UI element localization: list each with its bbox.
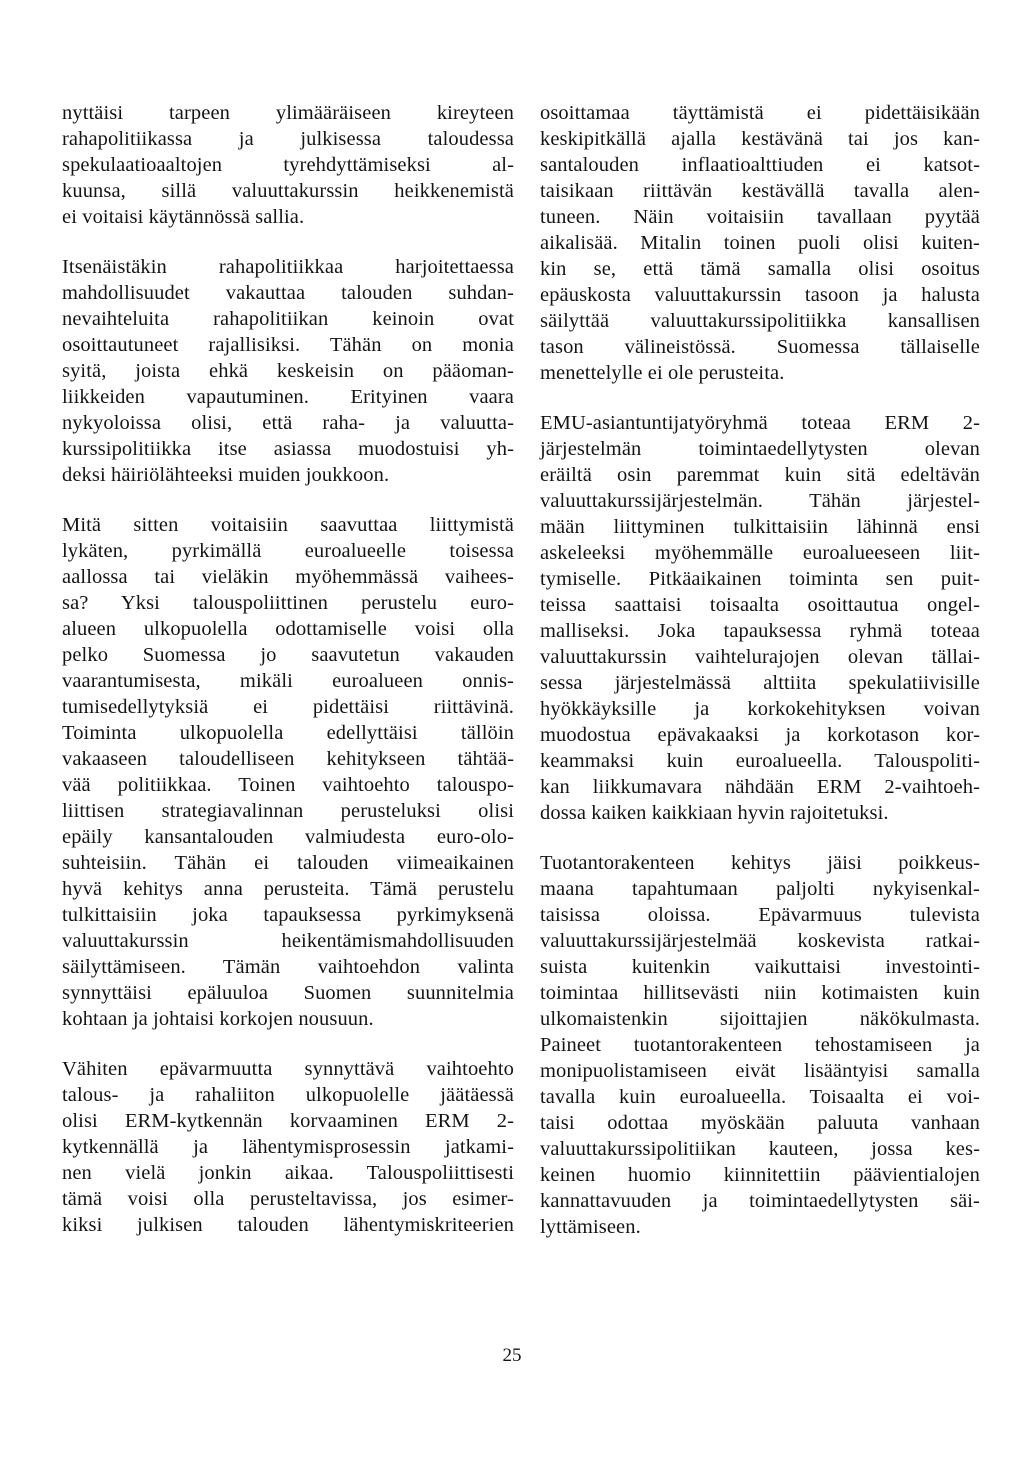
left-text-column bbox=[62, 100, 514, 1238]
text-line: tavalla kuin euroalueella. Toisaalta ei voi- bbox=[540, 1086, 980, 1108]
text-line: menettelylle ei ole perusteita. bbox=[540, 362, 785, 384]
text-line: ulkomaistenkin sijoittajien näkökulmasta. bbox=[540, 1008, 980, 1030]
right-text-column bbox=[540, 100, 980, 1240]
text-line: nen vielä jonkin aikaa. Talouspoliittisesti bbox=[62, 1162, 514, 1184]
right-column-paragraph bbox=[540, 100, 980, 386]
text-line: deksi häiriölähteeksi muiden joukkoon. bbox=[62, 464, 390, 486]
text-line: kurssipolitiikka itse asiassa muodostuisi yh- bbox=[62, 438, 514, 460]
text-line: tumisedellytyksiä ei pidettäisi riittävinä. bbox=[62, 696, 514, 718]
text-line: kytkennällä ja lähentymisprosessin jatkami- bbox=[62, 1136, 514, 1158]
text-line: nevaihteluita rahapolitiikan keinoin ovat bbox=[62, 308, 514, 330]
text-line: taisikaan riittävän kestävällä tavalla alen- bbox=[540, 180, 980, 202]
text-line: Itsenäistäkin rahapolitiikkaa harjoitettaessa bbox=[62, 256, 514, 278]
text-line: valuuttakurssijärjestelmän. Tähän järjestel- bbox=[540, 490, 980, 512]
left-column-paragraph bbox=[62, 512, 514, 1032]
text-line: mahdollisuudet vakauttaa talouden suhdan- bbox=[62, 282, 514, 304]
text-line: kannattavuuden ja toimintaedellytysten säi- bbox=[540, 1190, 980, 1212]
text-line: tason välineistössä. Suomessa tällaiselle bbox=[540, 336, 980, 358]
text-line: valuuttakurssin heikentämismahdollisuuden bbox=[62, 930, 514, 952]
text-line: muodostua epävakaaksi ja korkotason kor- bbox=[540, 724, 980, 746]
text-line: vää politiikkaa. Toinen vaihtoehto talouspo- bbox=[62, 774, 514, 796]
text-line: aallossa tai vieläkin myöhemmässä vaihees- bbox=[62, 566, 514, 588]
text-line: lykäten, pyrkimällä euroalueelle toisessa bbox=[62, 540, 514, 562]
text-line: EMU-asiantuntijatyöryhmä toteaa ERM 2- bbox=[540, 412, 980, 434]
text-line: vaarantumisesta, mikäli euroalueen onnis- bbox=[62, 670, 514, 692]
text-line: taisi odottaa myöskään paluuta vanhaan bbox=[540, 1112, 980, 1134]
text-line: tulkittaisiin joka tapauksessa pyrkimyksenä bbox=[62, 904, 514, 926]
text-line: keskipitkällä ajalla kestävänä tai jos kan- bbox=[540, 128, 980, 150]
text-line: mään liittyminen tulkittaisiin lähinnä ensi bbox=[540, 516, 980, 538]
text-line: keinen huomio kiinnitettiin päävientialojen bbox=[540, 1164, 980, 1186]
text-line: toimintaa hillitsevästi niin kotimaisten kuin bbox=[540, 982, 980, 1004]
text-line: ei voitaisi käytännössä sallia. bbox=[62, 206, 305, 228]
right-column-paragraph bbox=[540, 850, 980, 1240]
text-line: santalouden inflaatioalttiuden ei katsot- bbox=[540, 154, 980, 176]
text-line: Tuotantorakenteen kehitys jäisi poikkeus- bbox=[540, 852, 980, 874]
text-line: kan liikkumavara nähdään ERM 2-vaihtoeh- bbox=[540, 776, 980, 798]
page-number: 25 bbox=[502, 1345, 522, 1366]
text-line: hyvä kehitys anna perusteita. Tämä perustelu bbox=[62, 878, 514, 900]
text-line: osoittautuneet rajallisiksi. Tähän on monia bbox=[62, 334, 514, 356]
text-line: olisi ERM-kytkennän korvaaminen ERM 2- bbox=[62, 1110, 514, 1132]
text-line: pelko Suomessa jo saavutetun vakauden bbox=[62, 644, 514, 666]
text-line: liittisen strategiavalinnan perusteluksi olisi bbox=[62, 800, 514, 822]
text-line: valuuttakurssijärjestelmää koskevista ratkai- bbox=[540, 930, 980, 952]
text-line: Mitä sitten voitaisiin saavuttaa liittymistä bbox=[62, 514, 514, 536]
text-line: osoittamaa täyttämistä ei pidettäisikään bbox=[540, 102, 980, 124]
text-line: synnyttäisi epäluuloa Suomen suunnitelmia bbox=[62, 982, 514, 1004]
text-line: monipuolistamiseen eivät lisääntyisi samalla bbox=[540, 1060, 980, 1082]
text-line: lyttämiseen. bbox=[540, 1216, 641, 1238]
text-line: sa? Yksi talouspoliittinen perustelu euro- bbox=[62, 592, 514, 614]
text-line: talous- ja rahaliiton ulkopuolelle jäätäessä bbox=[62, 1084, 514, 1106]
text-line: kin se, että tämä samalla olisi osoitus bbox=[540, 258, 980, 280]
text-line: dossa kaiken kaikkiaan hyvin rajoitetuksi. bbox=[540, 802, 889, 824]
text-line: tämä voisi olla perusteltavissa, jos esimer- bbox=[62, 1188, 514, 1210]
text-line: epäuskosta valuuttakurssin tasoon ja halusta bbox=[540, 284, 980, 306]
text-line: kiksi julkisen talouden lähentymiskriteerien bbox=[62, 1214, 514, 1236]
text-line: Toiminta ulkopuolella edellyttäisi tällöin bbox=[62, 722, 514, 744]
text-line: askeleeksi myöhemmälle euroalueeseen liit- bbox=[540, 542, 980, 564]
text-line: nyttäisi tarpeen ylimääräiseen kireyteen bbox=[62, 102, 514, 124]
left-column-paragraph bbox=[62, 254, 514, 488]
text-line: tymiselle. Pitkäaikainen toiminta sen puit- bbox=[540, 568, 980, 590]
text-line: suhteisiin. Tähän ei talouden viimeaikainen bbox=[62, 852, 514, 874]
text-line: valuuttakurssipolitiikan kauteen, jossa kes- bbox=[540, 1138, 980, 1160]
text-line: liikkeiden vapautuminen. Erityinen vaara bbox=[62, 386, 514, 408]
text-line: järjestelmän toimintaedellytysten olevan bbox=[540, 438, 980, 460]
text-line: sessa järjestelmässä alttiita spekulatiivisille bbox=[540, 672, 980, 694]
text-line: epäily kansantalouden valmiudesta euro-olo- bbox=[62, 826, 514, 848]
text-line: spekulaatioaaltojen tyrehdyttämiseksi al- bbox=[62, 154, 514, 176]
text-line: hyökkäyksille ja korkokehityksen voivan bbox=[540, 698, 980, 720]
right-column-paragraph bbox=[540, 410, 980, 826]
text-line: tuneen. Näin voitaisiin tavallaan pyytää bbox=[540, 206, 980, 228]
text-line: nykyoloissa olisi, että raha- ja valuutta- bbox=[62, 412, 514, 434]
text-line: vakaaseen taloudelliseen kehitykseen tähtää- bbox=[62, 748, 514, 770]
left-column-paragraph bbox=[62, 100, 514, 230]
text-line: valuuttakurssin vaihtelurajojen olevan tällai- bbox=[540, 646, 980, 668]
text-line: suista kuitenkin vaikuttaisi investointi- bbox=[540, 956, 980, 978]
text-line: taisissa oloissa. Epävarmuus tulevista bbox=[540, 904, 980, 926]
text-line: kuunsa, sillä valuuttakurssin heikkenemistä bbox=[62, 180, 514, 202]
text-line: Paineet tuotantorakenteen tehostamiseen ja bbox=[540, 1034, 980, 1056]
text-line: maana tapahtumaan paljolti nykyisenkal- bbox=[540, 878, 980, 900]
text-line: keammaksi kuin euroalueella. Talouspoliti- bbox=[540, 750, 980, 772]
text-line: aikalisää. Mitalin toinen puoli olisi kuiten- bbox=[540, 232, 980, 254]
text-line: säilyttää valuuttakurssipolitiikka kansallisen bbox=[540, 310, 980, 332]
text-line: rahapolitiikassa ja julkisessa taloudessa bbox=[62, 128, 514, 150]
text-line: kohtaan ja johtaisi korkojen nousuun. bbox=[62, 1008, 374, 1030]
text-line: malliseksi. Joka tapauksessa ryhmä toteaa bbox=[540, 620, 980, 642]
text-line: teissa saattaisi toisaalta osoittautua ongel- bbox=[540, 594, 980, 616]
left-column-paragraph bbox=[62, 1056, 514, 1238]
text-line: alueen ulkopuolella odottamiselle voisi olla bbox=[62, 618, 514, 640]
text-line: säilyttämiseen. Tämän vaihtoehdon valinta bbox=[62, 956, 514, 978]
text-line: syitä, joista ehkä keskeisin on pääoman- bbox=[62, 360, 514, 382]
text-line: eräiltä osin paremmat kuin sitä edeltävän bbox=[540, 464, 980, 486]
text-line: Vähiten epävarmuutta synnyttävä vaihtoehto bbox=[62, 1058, 514, 1080]
